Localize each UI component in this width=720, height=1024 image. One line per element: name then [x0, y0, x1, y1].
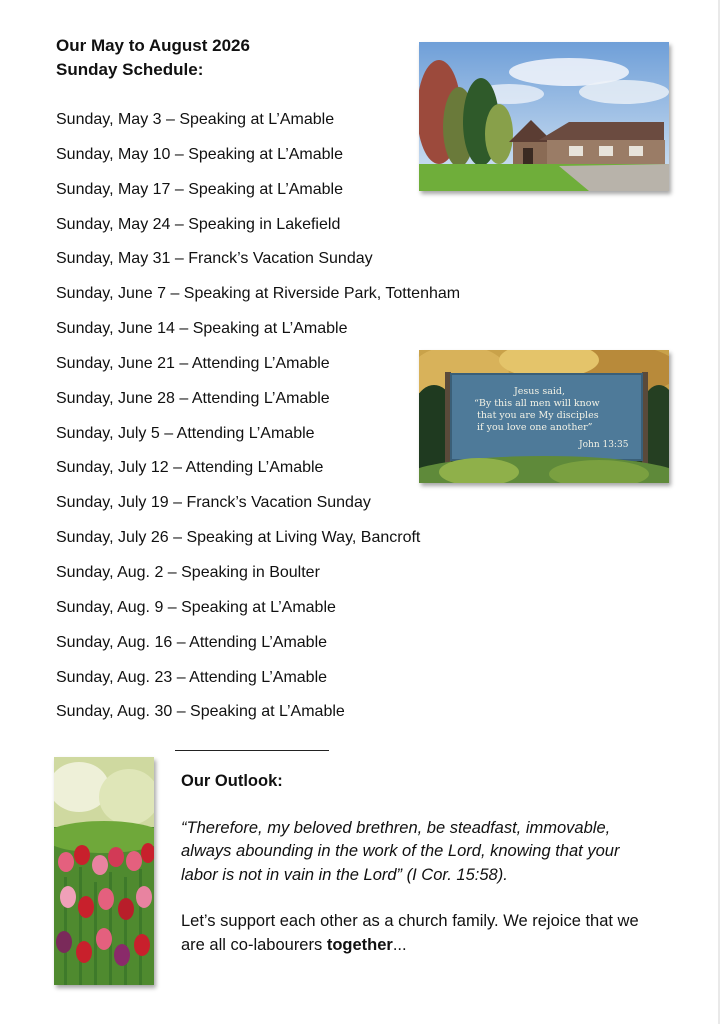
sign-line-3: that you are My disciples [477, 410, 599, 421]
schedule-item: Sunday, Aug. 23 – Attending L’Amable [56, 668, 328, 686]
schedule-item: Sunday, June 28 – Attending L’Amable [56, 389, 330, 407]
title-line-1: Our May to August 2026 [56, 36, 250, 55]
schedule-item: Sunday, July 5 – Attending L’Amable [56, 424, 315, 442]
outlook-heading: Our Outlook: [181, 772, 283, 790]
schedule-item: Sunday, July 19 – Franck’s Vacation Sunday [56, 494, 371, 512]
closing-ellipsis: ... [392, 935, 407, 954]
sign-line-4: if you love one another” [477, 422, 593, 433]
sunday-schedule-list [56, 108, 460, 735]
schedule-item: Sunday, May 17 – Speaking at L’Amable [56, 180, 343, 198]
page-title [56, 34, 250, 82]
section-divider [175, 750, 329, 751]
schedule-item: Sunday, Aug. 9 – Speaking at L’Amable [56, 598, 336, 616]
sign-reference: John 13:35 [579, 440, 629, 450]
schedule-item: Sunday, May 24 – Speaking in Lakefield [56, 215, 341, 233]
schedule-item: Sunday, June 21 – Attending L’Amable [56, 354, 330, 372]
schedule-item: Sunday, Aug. 30 – Speaking at L’Amable [56, 703, 345, 721]
church-photo [419, 42, 669, 191]
outlook-section [181, 770, 651, 957]
schedule-item: Sunday, June 7 – Speaking at Riverside Park, Tottenham [56, 285, 461, 303]
schedule-item: Sunday, Aug. 16 – Attending L’Amable [56, 633, 328, 651]
title-line-2: Sunday Schedule: [56, 60, 204, 79]
schedule-item: Sunday, July 12 – Attending L’Amable [56, 459, 324, 477]
sign-line-2: “By this all men will know [474, 398, 600, 409]
schedule-item: Sunday, May 3 – Speaking at L’Amable [56, 111, 335, 128]
schedule-item: Sunday, Aug. 2 – Speaking in Boulter [56, 563, 320, 581]
scripture-quote: “Therefore, my beloved brethren, be steadfast, immovable, always abounding in the work of the Lord, knowing that your labor is not in vain in the Lord” (I Cor. 15:58). [181, 818, 620, 884]
schedule-item: Sunday, July 26 – Speaking at Living Way, Bancroft [56, 529, 421, 547]
schedule-item: Sunday, June 14 – Speaking at L’Amable [56, 320, 348, 338]
sign-line-1: Jesus said, [514, 386, 565, 397]
closing-text: Let’s support each other as a church family. We rejoice that we are all co-labourers [181, 912, 639, 954]
tulip-photo [54, 757, 154, 985]
schedule-item: Sunday, May 31 – Franck’s Vacation Sunday [56, 250, 373, 268]
church-sign-photo [419, 350, 669, 483]
schedule-item: Sunday, May 10 – Speaking at L’Amable [56, 145, 343, 163]
closing-bold-word: together [326, 935, 393, 954]
closing-paragraph [181, 910, 651, 957]
